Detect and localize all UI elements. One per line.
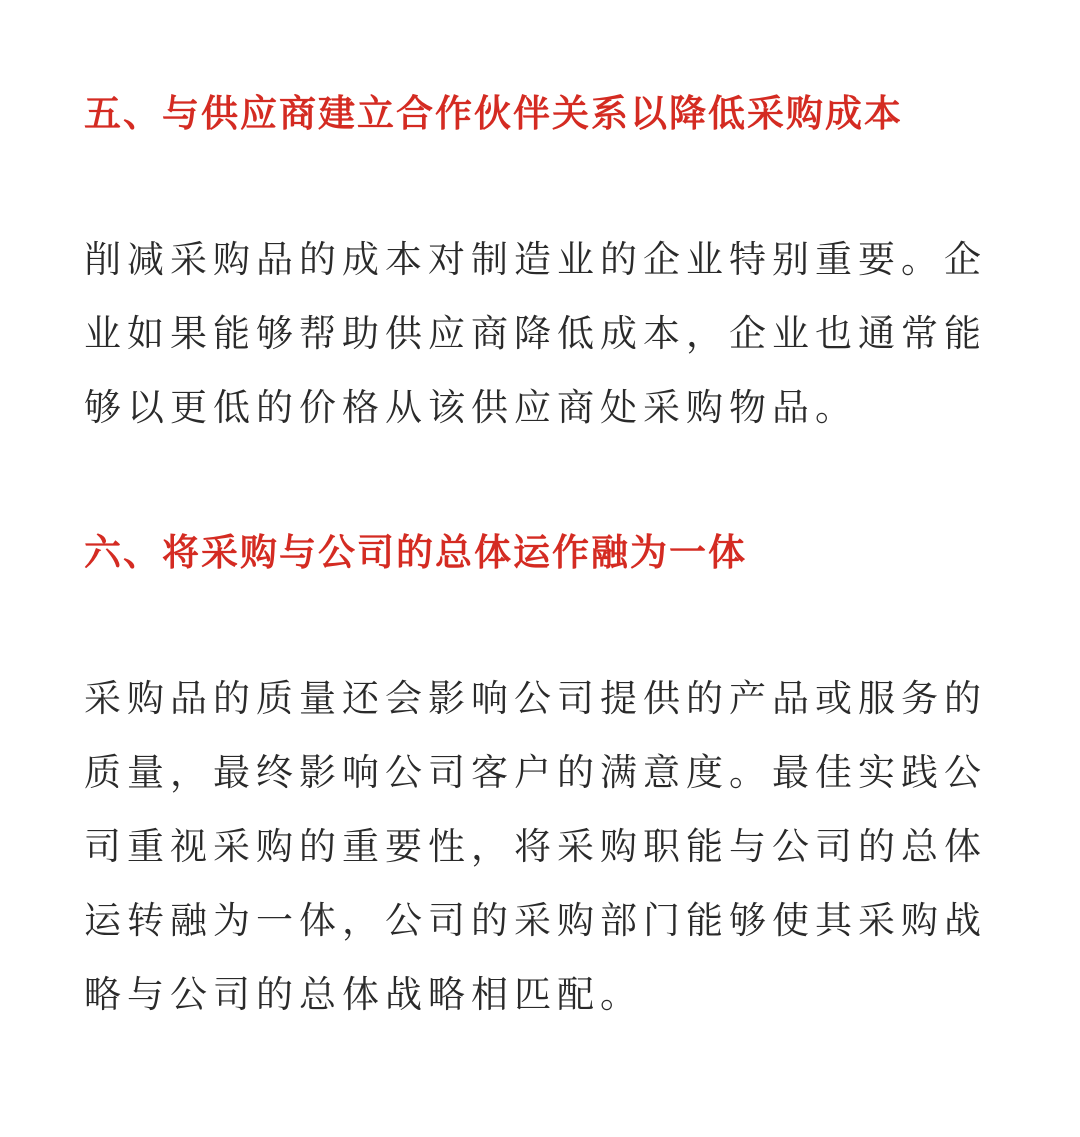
section-six [84, 527, 996, 1032]
section-six-heading: 六、将采购与公司的总体运作融为一体 [84, 531, 747, 574]
section-five-paragraph: 削减采购品的成本对制造业的企业特别重要。企业如果能够帮助供应商降低成本，企业也通常能够以更低的价格从该供应商处采购物品。 [84, 238, 987, 429]
section-six-paragraph: 采购品的质量还会影响公司提供的产品或服务的质量，最终影响公司客户的满意度。最佳实践公司重视采购的重要性，将采购职能与公司的总体运转融为一体，公司的采购部门能够使其采购战略与公司的总体战略相匹配。 [84, 677, 987, 1016]
section-five-heading: 五、与供应商建立合作伙伴关系以降低采购成本 [84, 92, 903, 135]
section-five [84, 88, 996, 445]
